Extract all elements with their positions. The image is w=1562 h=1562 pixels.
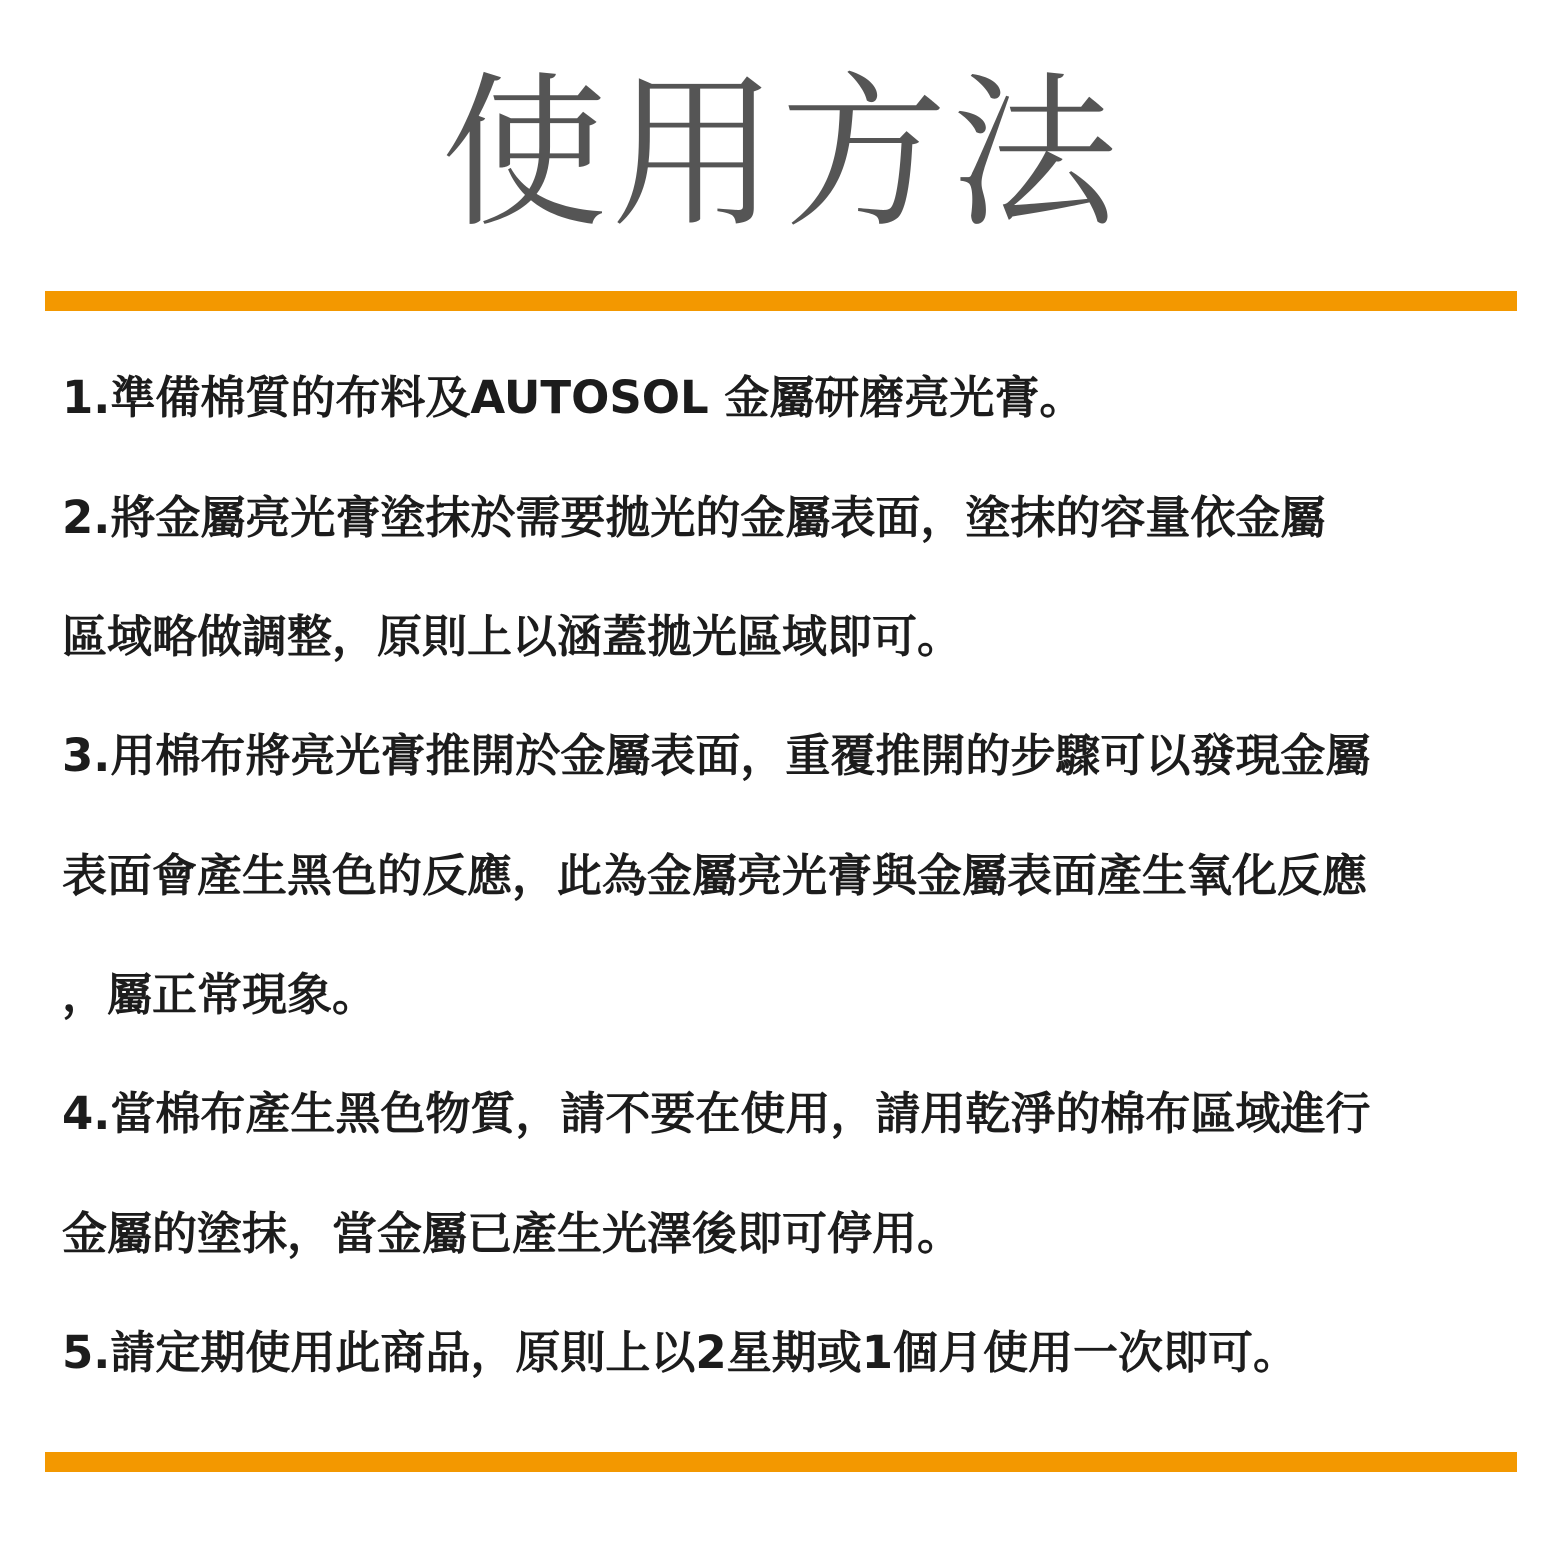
instruction-line: 4.當棉布產生黑色物質，請不要在使用，請用乾淨的棉布區域進行 <box>62 1087 1371 1140</box>
instruction-line: ，屬正常現象。 <box>62 968 378 1021</box>
top-divider <box>45 291 1517 311</box>
instruction-line: 3.用棉布將亮光膏推開於金屬表面，重覆推開的步驟可以發現金屬 <box>62 729 1371 782</box>
instruction-line: 5.請定期使用此商品，原則上以2星期或1個月使用一次即可。 <box>62 1326 1299 1379</box>
page-title: 使用方法 <box>441 58 1121 251</box>
bottom-divider <box>45 1452 1517 1472</box>
instruction-line: 2.將金屬亮光膏塗抹於需要拋光的金屬表面，塗抹的容量依金屬 <box>62 491 1326 544</box>
instruction-line: 金屬的塗抹，當金屬已產生光澤後即可停用。 <box>62 1207 963 1260</box>
instruction-line: 區域略做調整，原則上以涵蓋拋光區域即可。 <box>62 610 963 663</box>
instruction-line: 1.準備棉質的布料及AUTOSOL 金屬研磨亮光膏。 <box>62 371 1085 424</box>
instruction-line: 表面會產生黑色的反應，此為金屬亮光膏與金屬表面產生氧化反應 <box>62 849 1368 902</box>
